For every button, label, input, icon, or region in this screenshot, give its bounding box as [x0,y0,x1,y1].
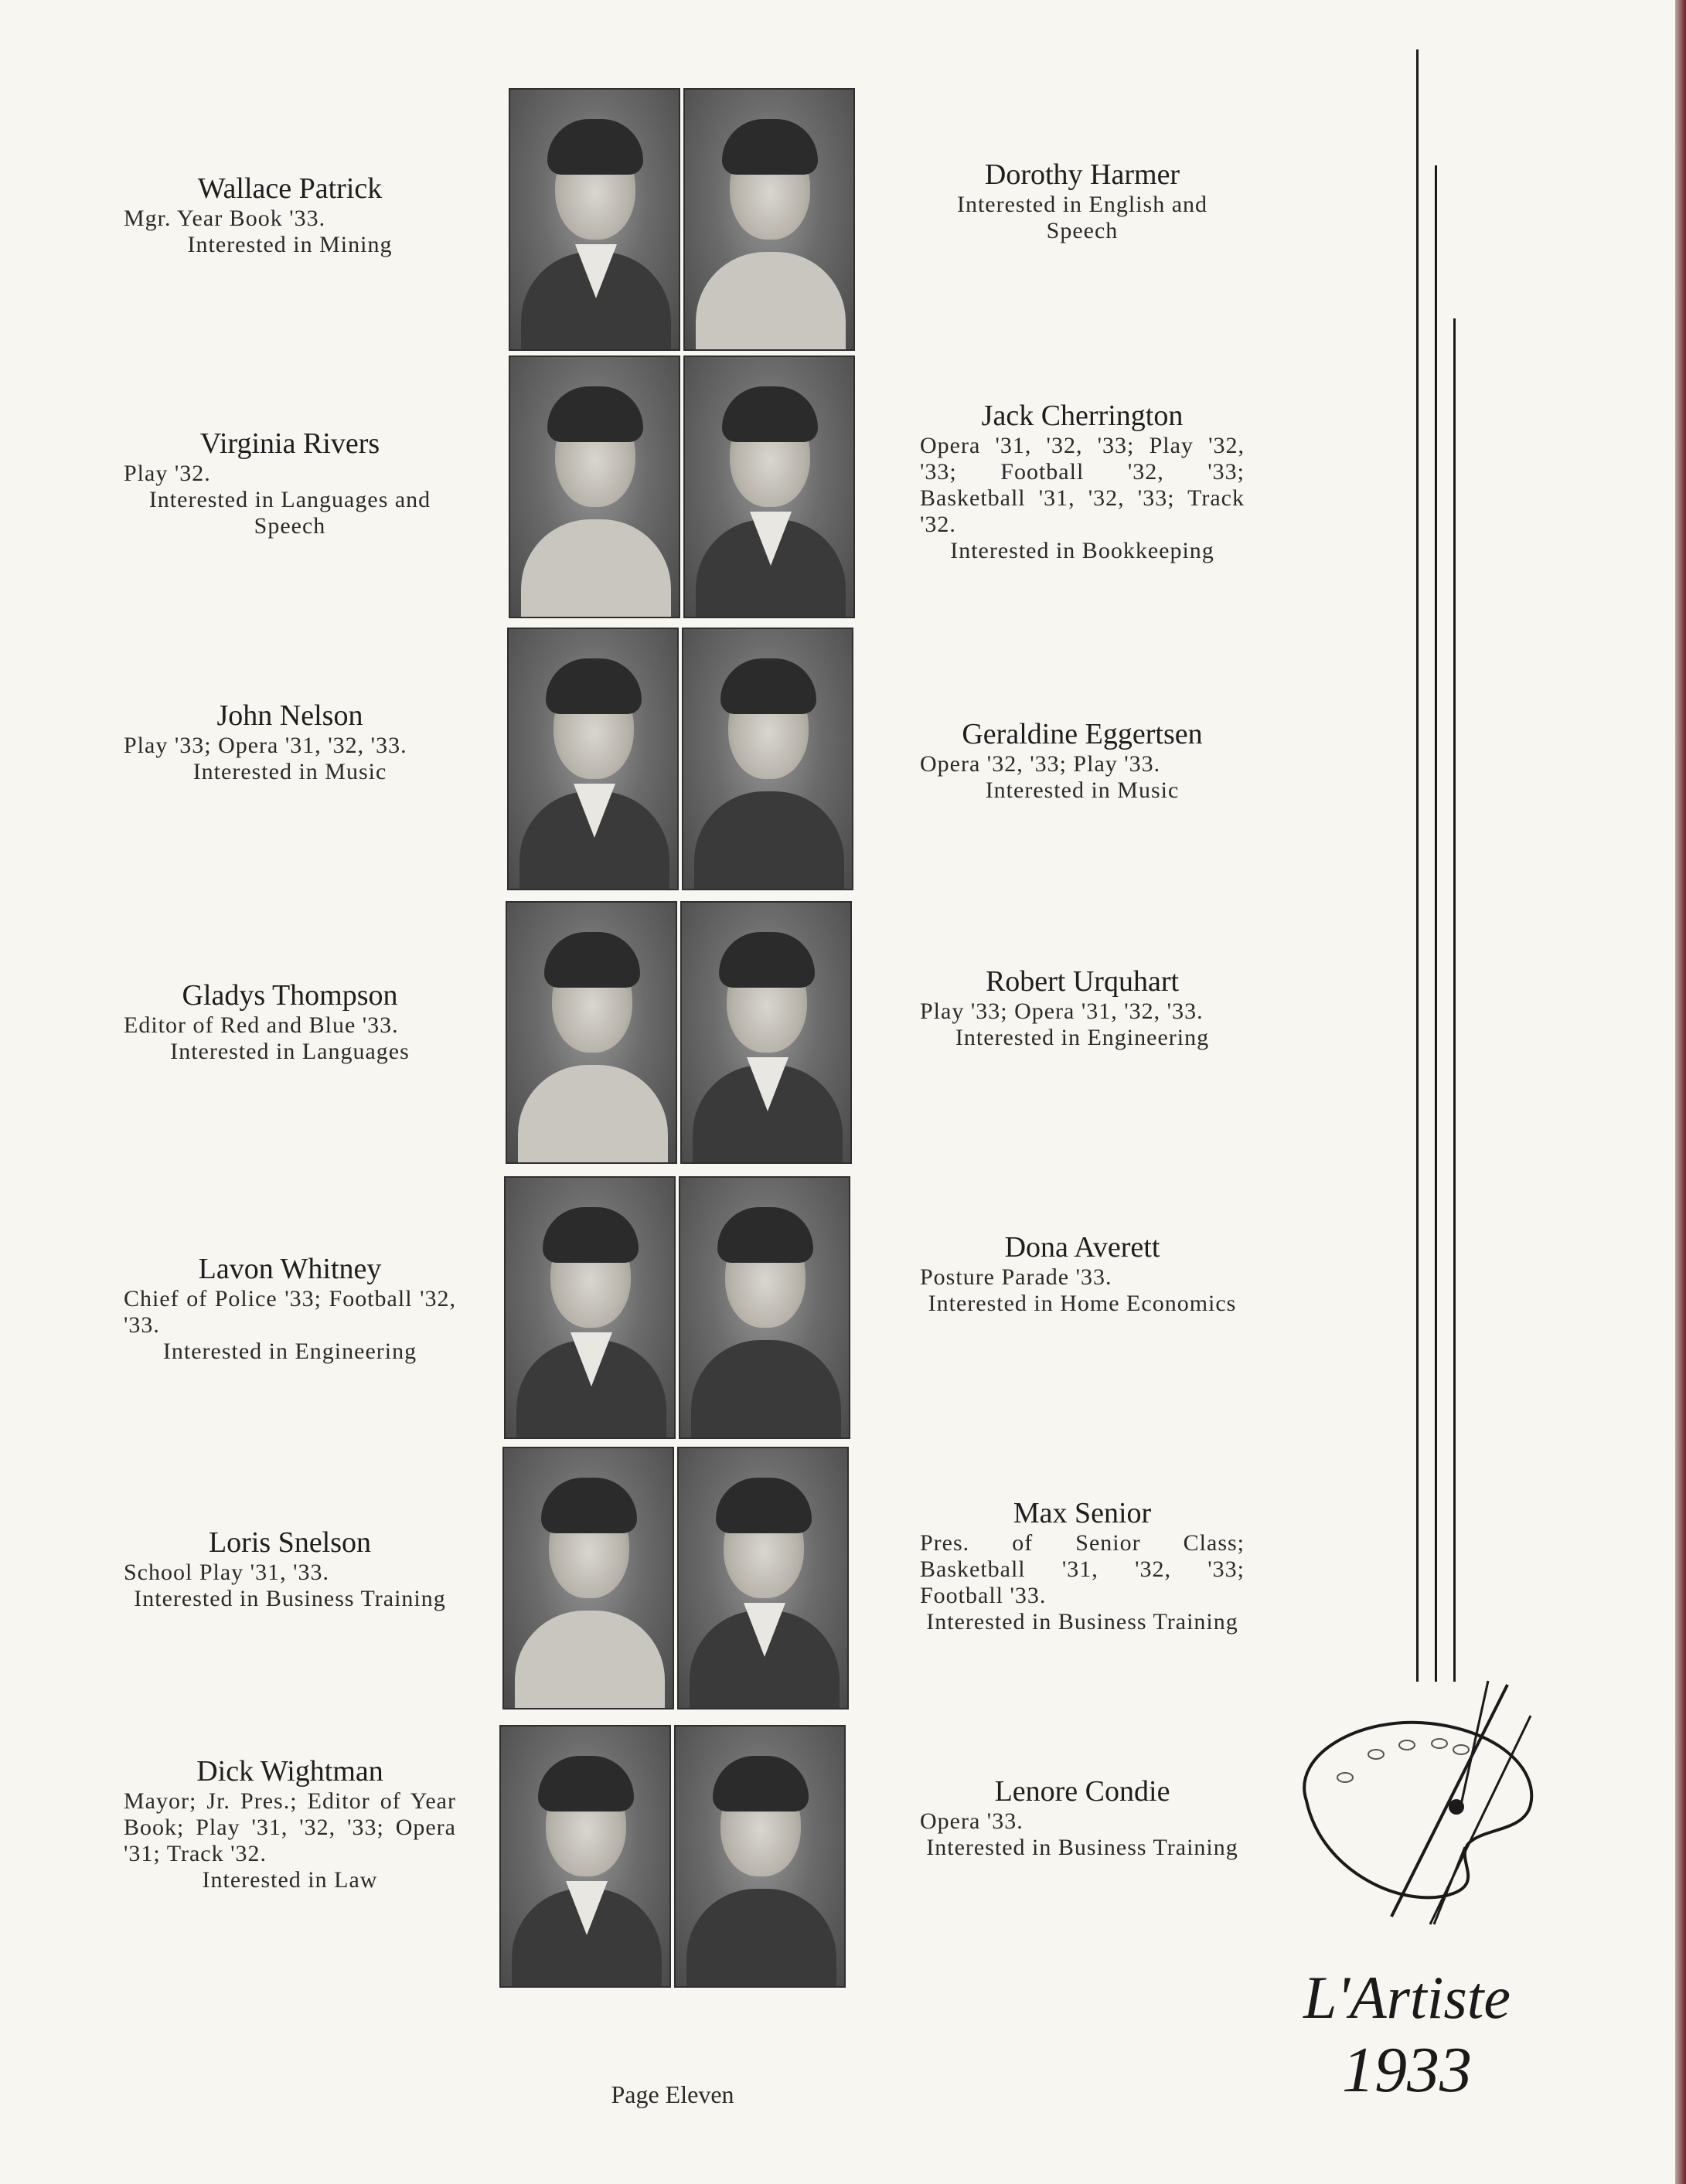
student-activities: Pres. of Senior Class; Basketball '31, '32, '33; Football '33. [920,1530,1245,1608]
portrait-photo [502,1447,674,1709]
paint-palette-icon [1276,1669,1554,1932]
student-name: Robert Urquhart [985,965,1180,998]
student-name: Dorothy Harmer [984,158,1180,191]
student-entry-geraldine-eggertsen [920,717,1245,804]
portrait-photo [507,628,679,890]
student-interest: Interested in Music [192,759,387,784]
portrait-photo [683,88,855,351]
yearbook-year: 1933 [1342,2034,1472,2106]
student-activities: Posture Parade '33. [920,1264,1112,1290]
student-activities: Opera '32, '33; Play '33. [920,751,1161,777]
student-activities: Chief of Police '33; Football '32, '33. [124,1286,456,1338]
student-activities: Mayor; Jr. Pres.; Editor of Year Book; Play '31, '32, '33; Opera '31; Track '32. [124,1788,456,1866]
student-name: Jack Cherrington [981,400,1184,432]
portrait-photo [504,1176,676,1439]
student-entry-lenore-condie [920,1774,1245,1861]
student-activities: Opera '33. [920,1808,1024,1834]
portrait-photo [506,901,677,1164]
portrait-photo [679,1176,850,1439]
page-edge [1675,0,1686,2184]
portrait-photo [682,628,853,890]
student-entry-lavon-whitney [124,1252,456,1365]
student-interest: Interested in Home Economics [928,1291,1237,1316]
student-entry-loris-snelson [124,1526,456,1612]
student-name: Virginia Rivers [199,427,380,460]
student-entry-jack-cherrington [920,399,1245,564]
student-activities: Play '33; Opera '31, '32, '33. [920,998,1204,1024]
student-activities: School Play '31, '33. [124,1560,329,1585]
portrait-photo [677,1447,849,1709]
portrait-photo [499,1725,671,1988]
yearbook-title: L'Artiste [1303,1964,1511,2031]
decorative-line [1453,318,1456,1682]
portrait-photo [509,355,680,618]
portrait-photo [680,901,852,1164]
student-entry-wallace-patrick [124,172,456,258]
student-entry-robert-urquhart [920,964,1245,1051]
decorative-line [1416,49,1419,1682]
page-number: Page Eleven [611,2080,734,2108]
student-entry-virginia-rivers [124,427,456,539]
student-interest: Interested in Business Training [926,1835,1238,1860]
student-name: Max Senior [1013,1497,1152,1529]
portrait-photo [674,1725,846,1988]
student-interest: Interested in English and Speech [956,192,1208,243]
student-name: Dona Averett [1004,1231,1160,1264]
student-activities: Opera '31, '32, '33; Play '32, '33; Football '32, '33; Basketball '31, '32, '33; Track '32. [920,433,1245,537]
student-activities: Mgr. Year Book '33. [124,206,326,231]
student-name: Gladys Thompson [182,979,398,1012]
student-entry-dick-wightman [124,1754,456,1893]
student-entry-gladys-thompson [124,978,456,1065]
student-name: Geraldine Eggertsen [962,718,1203,750]
student-interest: Interested in Engineering [162,1339,417,1364]
portrait-photo [509,88,680,351]
student-interest: Interested in Business Training [926,1609,1238,1635]
student-entry-dorothy-harmer [920,158,1245,244]
student-activities: Play '33; Opera '31, '32, '33. [124,733,407,758]
portrait-photo [683,355,855,618]
student-interest: Interested in Mining [187,232,393,257]
student-interest: Interested in Music [985,777,1180,803]
student-name: Lenore Condie [994,1775,1170,1808]
student-name: Wallace Patrick [197,172,383,205]
student-entry-dona-averett [920,1230,1245,1317]
student-name: Lavon Whitney [198,1253,382,1285]
student-interest: Interested in Engineering [955,1025,1210,1050]
student-entry-john-nelson [124,699,456,785]
student-interest: Interested in Languages [170,1039,410,1064]
student-interest: Interested in Business Training [134,1586,446,1611]
student-entry-max-senior [920,1496,1245,1635]
student-name: John Nelson [216,699,363,732]
student-activities: Editor of Red and Blue '33. [124,1012,399,1038]
student-activities: Play '32. [124,461,211,486]
decorative-line [1435,165,1437,1682]
student-name: Loris Snelson [208,1526,372,1559]
student-interest: Interested in Law [202,1867,378,1893]
student-name: Dick Wightman [196,1755,383,1788]
student-interest: Interested in Languages and Speech [148,487,431,539]
student-interest: Interested in Bookkeeping [950,538,1214,563]
